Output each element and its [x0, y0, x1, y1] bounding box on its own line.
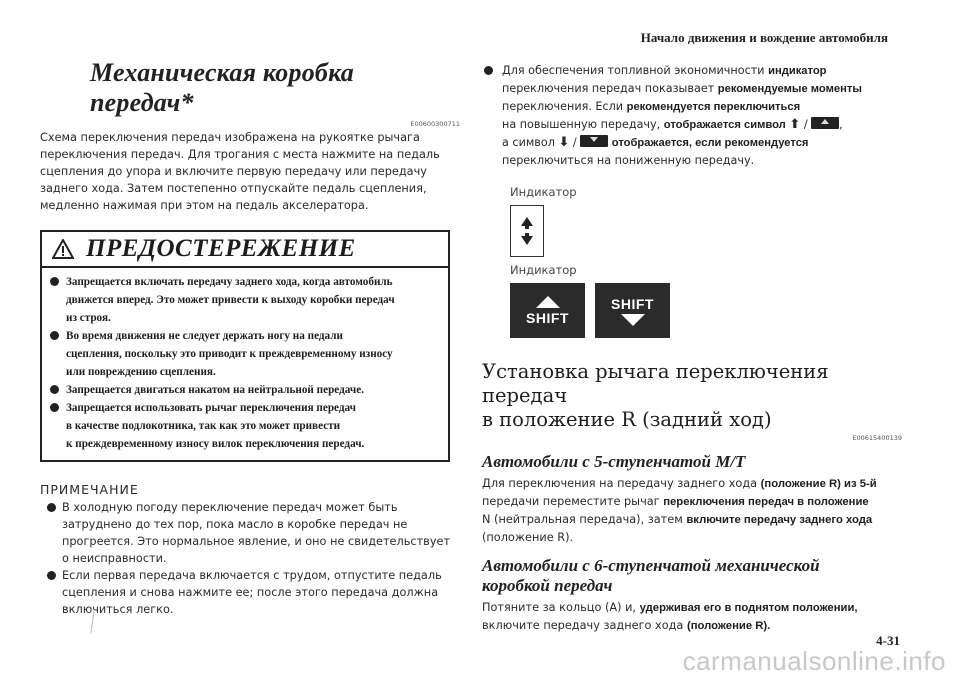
section-code: E00600300711: [410, 120, 460, 128]
note-list: [40, 499, 460, 618]
arrow-down-icon: ⬇: [558, 135, 570, 150]
note-block: [40, 482, 460, 618]
warning-item: Во время движения не следует держать ногу на педали сцепления, поскольку это приводит к преждевременному износу или повреждению сцепления.: [50, 327, 440, 381]
paragraph-5mt: Для переключения на передачу заднего хода (положение R) из 5-й передачи переместите рычаг переключения передач в положение N (нейтральная передача), затем включите передачу заднего хода (положение R).: [482, 477, 877, 544]
bullet-icon: [47, 503, 56, 512]
arrow-up-icon: ⬆: [789, 117, 801, 132]
note-item: В холодную погоду переключение передач может быть затруднено до тех пор, пока масло в коробке передач не прогреется. Это нормальное явление, и оно не свидетельствует о неисправности.: [40, 499, 460, 567]
warning-triangle-icon: [52, 239, 74, 259]
bullet-icon: [50, 403, 59, 412]
warning-header: [42, 232, 448, 268]
page-number: 4-31: [876, 633, 900, 648]
shift-up-mini-icon: [811, 117, 839, 129]
left-column: [40, 58, 460, 618]
intro-paragraph: Схема переключения передач изображена на рукоятке рычага переключения передач. Для трогания с места нажмите на педаль сцепления до упора и включите первую передачу или передачу заднего хода. Затем постепенно отпускайте педаль сцепления, медленно нажимая при этом на педаль акселератора.: [40, 131, 440, 212]
shift-up-arrow-icon: [536, 296, 560, 308]
bullet-icon: [484, 66, 493, 75]
warning-box: [40, 230, 450, 462]
watermark: carmanualsonline.info: [682, 646, 946, 676]
note-title: ПРИМЕЧАНИЕ: [40, 482, 139, 497]
section-title: Механическая коробка передач*: [90, 58, 354, 117]
section-heading-reverse: Установка рычага переключения передач в положение R (задний ход): [482, 360, 829, 431]
bullet-icon: [50, 331, 59, 340]
paragraph-6mt: Потяните за кольцо (A) и, удерживая его в поднятом положении, включите передачу заднего хода (положение R).: [482, 601, 858, 632]
subheading-5mt: Автомобили с 5-ступенчатой M/T: [482, 452, 746, 471]
shift-down-mini-icon: [580, 135, 608, 147]
warning-item: Запрещается двигаться накатом на нейтральной передаче.: [50, 381, 440, 399]
bullet-icon: [50, 385, 59, 394]
warning-list: [42, 268, 448, 460]
shift-down-panel: SHIFT: [595, 283, 670, 338]
right-column: [482, 62, 902, 635]
indicator-label: Индикатор: [510, 263, 577, 277]
indicator-label: Индикатор: [510, 185, 577, 199]
bullet-icon: [47, 571, 56, 580]
running-header: Начало движения и вождение автомобиля: [640, 30, 888, 45]
arrow-indicator-graphic: [510, 205, 544, 257]
shift-down-arrow-icon: [621, 314, 645, 326]
indicator-down-arrow-icon: [521, 236, 533, 245]
section-code: E00615400139: [852, 434, 902, 442]
subheading-6mt: Автомобили с 6-ступенчатой механической коробкой передач: [482, 556, 820, 595]
warning-item: Запрещается включать передачу заднего хода, когда автомобиль движется вперед. Это может привести к выходу коробки передач из строя.: [50, 273, 440, 327]
warning-item: Запрещается использовать рычаг переключения передач в качестве подлокотника, так как это может привести к преждевременному износу вилок переключения передач.: [50, 399, 440, 453]
warning-title: ПРЕДОСТЕРЕЖЕНИЕ: [86, 235, 356, 262]
shift-indicator-graphic: [510, 283, 902, 338]
bullet-icon: [50, 277, 59, 286]
note-item: Если первая передача включается с трудом, отпустите педаль сцепления и снова нажмите ее; после этого передача должна включиться легко.: [40, 567, 460, 618]
economy-paragraph: Для обеспечения топливной экономичности индикатор переключения передач показывает рекомендуемые моменты переключения. Если рекомендуется переключиться на повышенную передачу, отображается символ ⬆ / , а символ ⬇ / отображается, если рекомендуется переключиться на пониженную передачу.: [482, 62, 902, 169]
shift-up-panel: SHIFT: [510, 283, 585, 338]
